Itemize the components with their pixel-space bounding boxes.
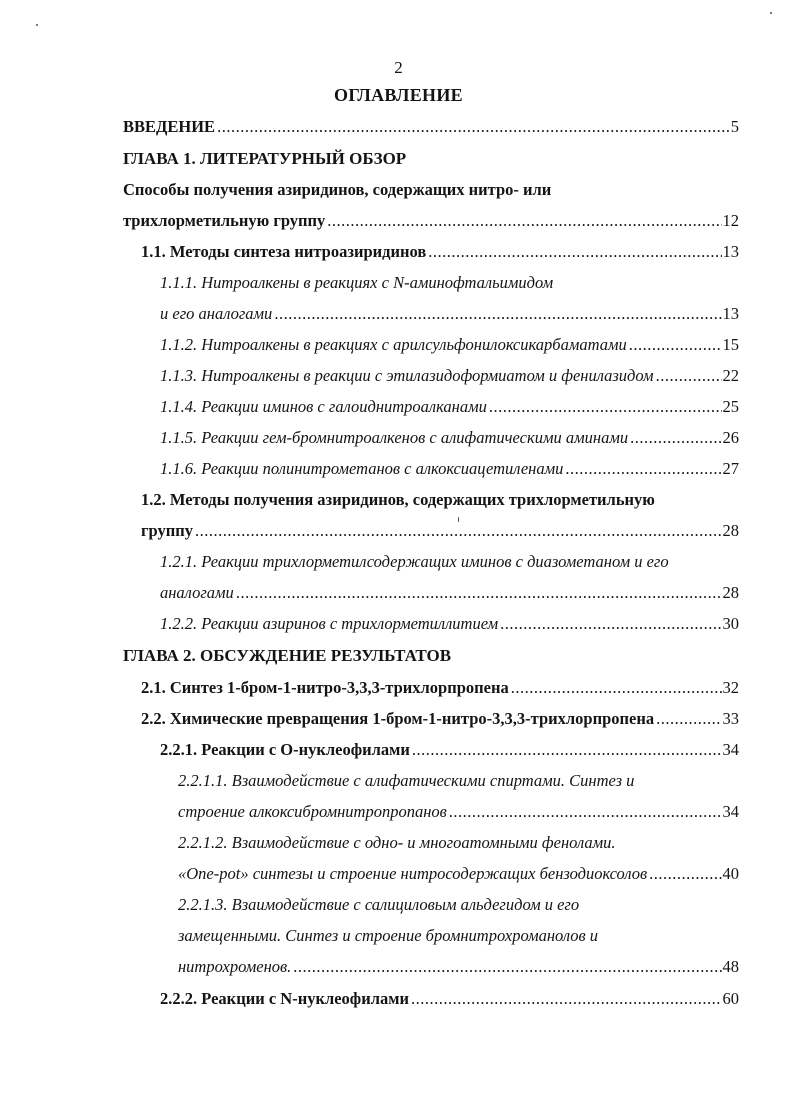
scan-speck	[770, 12, 772, 14]
toc-entry-page: 12	[722, 211, 739, 230]
toc-entry-page: 13	[722, 242, 739, 261]
toc-entry-1-1-4	[160, 396, 739, 418]
toc-entry-text: 1.2.1. Реакции трихлорметилсодержащих иминов с диазометаном и его	[160, 552, 669, 571]
toc-entry-introduction	[123, 116, 739, 138]
dot-leader	[428, 241, 721, 263]
toc-entry-text: 2.2.1.1. Взаимодействие с алифатическими спиртами. Синтез и	[178, 771, 635, 790]
toc-entry-text: нитрохроменов.	[178, 957, 292, 976]
toc-entry-1-1-3	[160, 365, 739, 387]
toc-entry-1-2-1	[160, 582, 739, 604]
toc-entry-1-1-6	[160, 458, 739, 480]
toc-entry-text: группу	[141, 521, 193, 540]
page-number: 2	[394, 58, 403, 77]
dot-leader	[629, 334, 722, 356]
toc-entry-page: 40	[722, 864, 739, 883]
toc-entry-2-2-1-2	[178, 863, 739, 885]
toc-entry-1-1	[141, 241, 739, 263]
toc-entry-page: 33	[722, 709, 739, 728]
toc-entry-page: 34	[722, 802, 739, 821]
toc-entry-page: 30	[722, 614, 739, 633]
dot-leader	[449, 801, 722, 823]
dot-leader	[630, 427, 721, 449]
toc-entry-text: 2.2.1. Реакции с O-нуклеофилами	[160, 740, 410, 759]
toc-entry-text: и его аналогами	[160, 304, 273, 323]
toc-title: ОГЛАВЛЕНИЕ	[334, 85, 463, 105]
dot-leader	[411, 988, 722, 1010]
toc-entry-text: 1.1.5. Реакции гем-бромнитроалкенов с алифатическими аминами	[160, 428, 629, 447]
toc-entry-page: 48	[722, 957, 739, 976]
toc-entry-page: 15	[722, 335, 739, 354]
toc-entry-text: 1.1.4. Реакции иминов с галоиднитроалканами	[160, 397, 487, 416]
dot-leader	[656, 365, 722, 387]
toc-entry-2-1	[141, 677, 739, 699]
toc-entry-page: 34	[722, 740, 739, 759]
toc-entry-text: 1.1.3. Нитроалкены в реакции с этилазидоформиатом и фенилазидом	[160, 366, 654, 385]
toc-entry-text: 1.2.2. Реакции азиринов с трихлорметиллитием	[160, 614, 499, 633]
dot-leader	[649, 863, 721, 885]
dot-leader	[217, 116, 730, 138]
toc-entry-text: «One-pot» синтезы и строение нитросодержащих бензодиоксолов	[178, 864, 648, 883]
dot-leader	[511, 677, 722, 699]
toc-entry-page: 26	[722, 428, 739, 447]
toc-chapter-2-heading: ГЛАВА 2. ОБСУЖДЕНИЕ РЕЗУЛЬТАТОВ	[123, 646, 452, 665]
toc-entry-page: 13	[722, 304, 739, 323]
toc-entry-page: 60	[722, 989, 739, 1008]
toc-entry-text: 2.2. Химические превращения 1-бром-1-нитро-3,3,3-трихлорпропена	[141, 709, 655, 728]
toc-entry-2-2-2	[160, 988, 739, 1010]
toc-entry-2-2	[141, 708, 739, 730]
dot-leader	[412, 739, 722, 761]
toc-entry-1-1-1	[160, 303, 739, 325]
dot-leader	[327, 210, 721, 232]
toc-entry-page: 32	[722, 678, 739, 697]
toc-entry-text: замещенными. Синтез и строение бромнитрохроманолов и	[178, 926, 599, 945]
dot-leader	[500, 613, 721, 635]
toc-entry-2-2-1-3	[178, 956, 739, 978]
toc-entry-page: 22	[722, 366, 739, 385]
scan-speck	[458, 517, 459, 522]
toc-entry-2-2-1-1	[178, 801, 739, 823]
dot-leader	[274, 303, 721, 325]
toc-entry-text: трихлорметильную группу	[123, 211, 326, 230]
toc-entry-aziridines-methods	[123, 210, 739, 232]
toc-entry-text: 1.1.6. Реакции полинитрометанов с алкоксиацетиленами	[160, 459, 564, 478]
toc-entry-text: 1.1. Методы синтеза нитроазиридинов	[141, 242, 427, 261]
toc-entry-2-2-1	[160, 739, 739, 761]
toc-entry-1-1-2	[160, 334, 739, 356]
toc-entry-text: строение алкоксибромнитропропанов	[178, 802, 447, 821]
toc-entry-1-1-5	[160, 427, 739, 449]
toc-entry-page: 28	[722, 521, 739, 540]
toc-entry-text: ВВЕДЕНИЕ	[123, 117, 216, 136]
toc-entry-1-2	[141, 520, 739, 542]
toc-entry-page: 28	[722, 583, 739, 602]
dot-leader	[236, 582, 722, 604]
dot-leader	[293, 956, 721, 978]
toc-entry-text: 2.2.1.3. Взаимодействие с салициловым альдегидом и его	[178, 895, 580, 914]
toc-entry-text: 2.2.2. Реакции с N-нуклеофилами	[160, 989, 409, 1008]
toc-entry-1-2-2	[160, 613, 739, 635]
toc-entry-text: 2.2.1.2. Взаимодействие с одно- и многоатомными фенолами.	[178, 833, 616, 852]
toc-chapter-1-heading: ГЛАВА 1. ЛИТЕРАТУРНЫЙ ОБЗОР	[123, 149, 407, 168]
scan-speck	[36, 24, 38, 26]
dot-leader	[656, 708, 721, 730]
toc-entry-text: 1.2. Методы получения азиридинов, содержащих трихлорметильную	[141, 490, 655, 509]
toc-entry-text: аналогами	[160, 583, 234, 602]
toc-entry-page: 5	[730, 117, 739, 136]
toc-entry-text: Способы получения азиридинов, содержащих нитро- или	[123, 180, 552, 199]
toc-entry-page: 25	[722, 397, 739, 416]
dot-leader	[565, 458, 721, 480]
toc-entry-text: 2.1. Синтез 1-бром-1-нитро-3,3,3-трихлорпропена	[141, 678, 509, 697]
dot-leader	[489, 396, 722, 418]
toc-entry-text: 1.1.1. Нитроалкены в реакциях с N-аминофтальимидом	[160, 273, 554, 292]
dot-leader	[195, 520, 722, 542]
toc-entry-page: 27	[722, 459, 739, 478]
toc-entry-text: 1.1.2. Нитроалкены в реакциях с арилсульфонилоксикарбаматами	[160, 335, 627, 354]
